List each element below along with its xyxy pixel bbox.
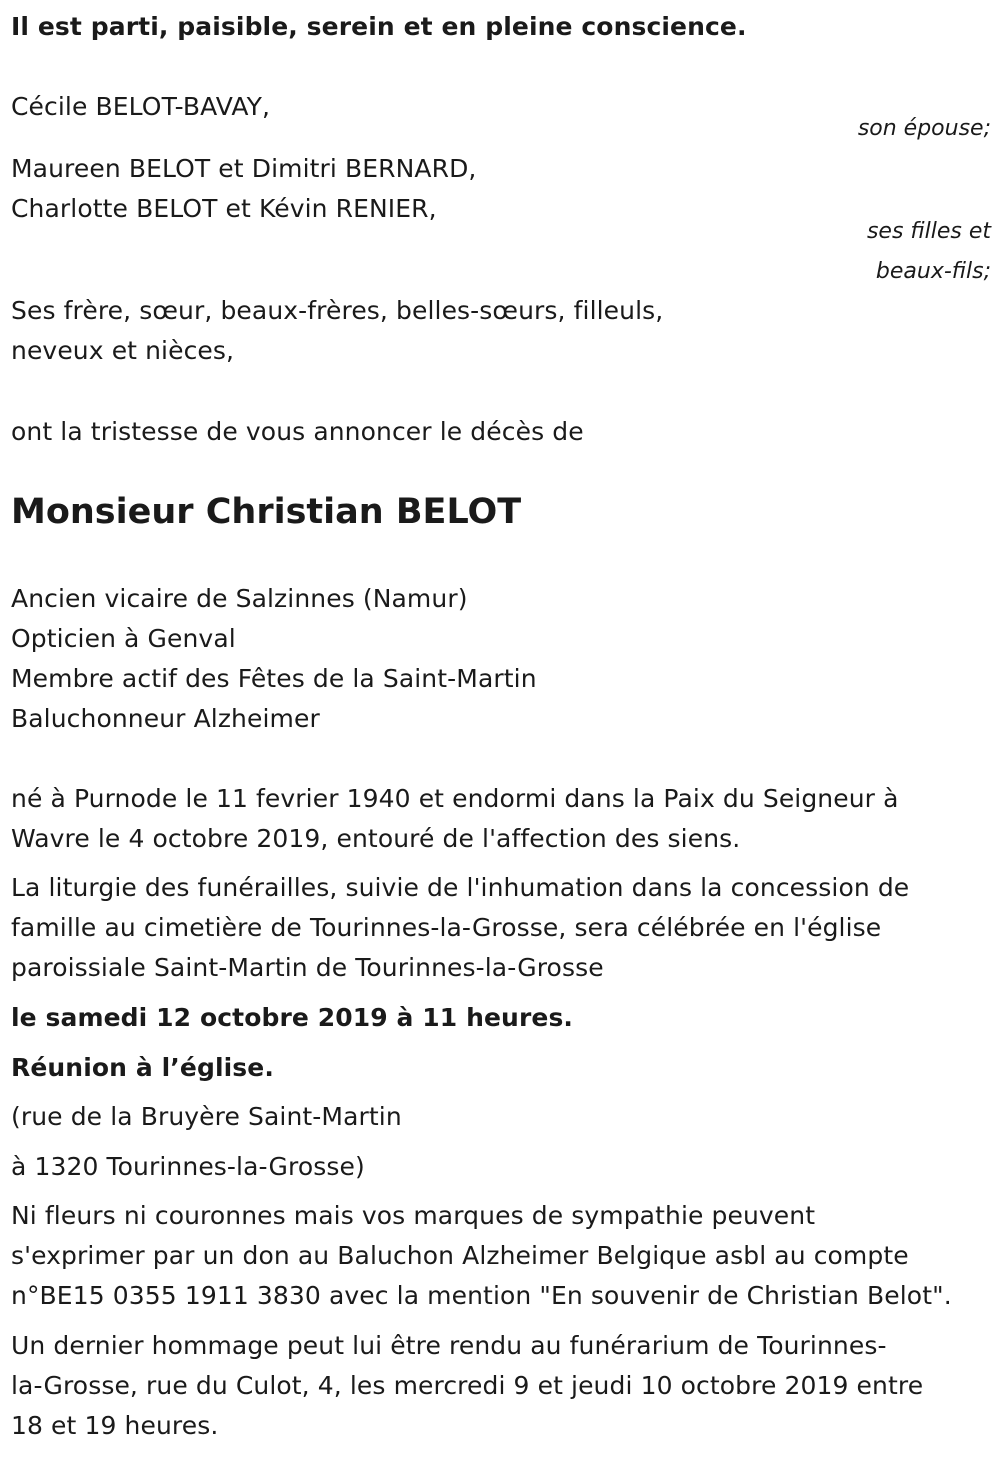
title-line: Opticien à Genval	[11, 624, 236, 653]
child-line: Maureen BELOT et Dimitri BERNARD,	[11, 154, 477, 183]
liturgy-line: paroissiale Saint-Martin de Tourinnes-la-Grosse	[11, 953, 604, 982]
title-line: Baluchonneur Alzheimer	[11, 704, 320, 733]
announcement-line: ont la tristesse de vous annoncer le décès de	[11, 417, 584, 446]
address-line: (rue de la Bruyère Saint-Martin	[11, 1102, 402, 1131]
donation-line: n°BE15 0355 1911 3830 avec la mention "En souvenir de Christian Belot".	[11, 1281, 952, 1310]
spouse-name: Cécile BELOT-BAVAY,	[11, 92, 271, 121]
donation-line: s'exprimer par un don au Baluchon Alzheimer Belgique asbl au compte	[11, 1241, 909, 1270]
tribute-line: 18 et 19 heures.	[11, 1411, 219, 1440]
tribute-line: Un dernier hommage peut lui être rendu au funérarium de Tourinnes-	[11, 1331, 887, 1360]
tribute-line: la-Grosse, rue du Culot, 4, les mercredi 9 et jeudi 10 octobre 2019 entre	[11, 1371, 924, 1400]
birth-death-line: né à Purnode le 11 fevrier 1940 et endormi dans la Paix du Seigneur à	[11, 784, 899, 813]
relatives-line: neveux et nièces,	[11, 336, 235, 365]
intro-line: Il est parti, paisible, serein et en pleine conscience.	[11, 12, 747, 41]
title-line: Membre actif des Fêtes de la Saint-Martin	[11, 664, 537, 693]
child-line: Charlotte BELOT et Kévin RENIER,	[11, 194, 437, 223]
address-line: à 1320 Tourinnes-la-Grosse)	[11, 1152, 365, 1181]
children-role: beaux-fils;	[875, 259, 991, 284]
relatives-line: Ses frère, sœur, beaux-frères, belles-sœurs, filleuls,	[11, 296, 664, 325]
title-line: Ancien vicaire de Salzinnes (Namur)	[11, 584, 468, 613]
deceased-name: Monsieur Christian BELOT	[11, 492, 522, 532]
ceremony-date: le samedi 12 octobre 2019 à 11 heures.	[11, 1003, 574, 1032]
meeting-line: Réunion à l’église.	[11, 1053, 274, 1082]
children-role: ses filles et	[866, 219, 991, 244]
liturgy-line: La liturgie des funérailles, suivie de l'inhumation dans la concession de	[11, 873, 910, 902]
donation-line: Ni fleurs ni couronnes mais vos marques de sympathie peuvent	[11, 1201, 816, 1230]
birth-death-line: Wavre le 4 octobre 2019, entouré de l'affection des siens.	[11, 824, 741, 853]
spouse-role: son épouse;	[857, 116, 991, 141]
liturgy-line: famille au cimetière de Tourinnes-la-Grosse, sera célébrée en l'église	[11, 913, 882, 942]
